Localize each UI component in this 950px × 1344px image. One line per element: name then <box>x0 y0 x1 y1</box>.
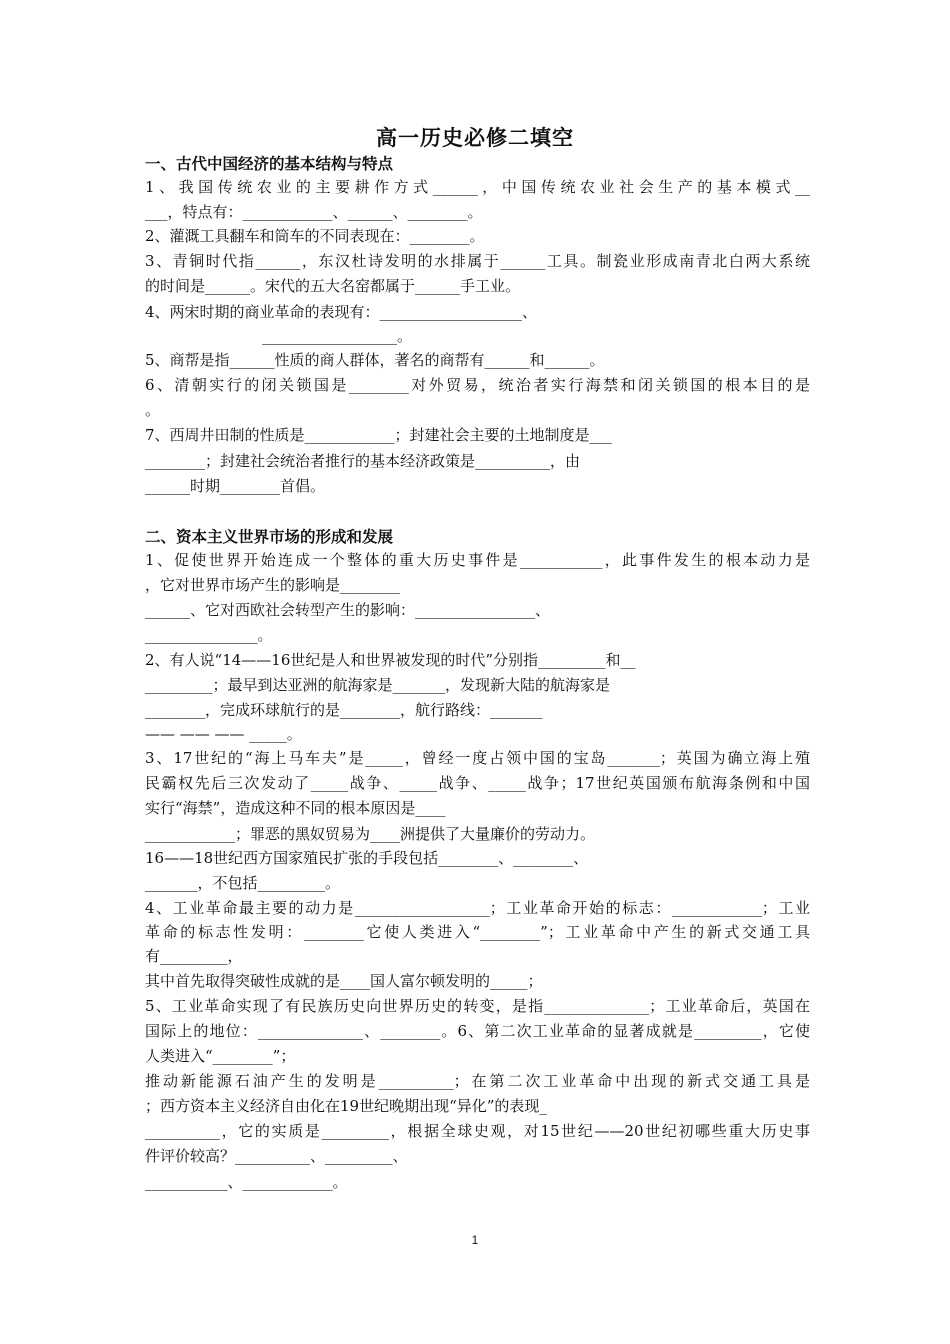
s1-line-8: 5、商帮是指______性质的商人群体，著名的商帮有______和______。 <box>145 351 605 369</box>
s2-line-4: _______________。 <box>145 626 273 644</box>
s2-line-19: 5、工业革命实现了有民族历史向世界历史的转变，是指______________；工业革命后，英国在 <box>145 997 810 1015</box>
page-number: 1 <box>471 1233 479 1247</box>
s2-line-3: ______、它对西欧社会转型产生的影响：________________、 <box>145 601 551 619</box>
s2-line-22: 推动新能源石油产生的发明是__________；在第二次工业革命中出现的新式交通工具是 <box>145 1072 810 1090</box>
s2-line-25: 件评价较高？__________、_________、 <box>145 1147 408 1165</box>
s1-line-5: 的时间是______。宋代的五大名窑都属于______手工业。 <box>145 277 521 295</box>
s2-line-17: 有_________， <box>145 947 243 965</box>
s2-line-9: 3、17世纪的“海上马车夫”是_____，曾经一度占领中国的宝岛_______；英国为确立海上殖 <box>145 749 810 767</box>
s1-line-2: ___，特点有：____________、______、________。 <box>145 203 483 221</box>
s2-line-8: —— —— —— _____。 <box>145 725 302 743</box>
s2-line-18: 其中首先取得突破性成就的是____国人富尔顿发明的_____； <box>145 972 543 990</box>
s2-line-1: 1、促使世界开始连成一个整体的重大历史事件是___________，此事件发生的根本动力是 <box>145 551 810 569</box>
s2-line-20: 国际上的地位：______________、________。6、第二次工业革命的显著成就是_________，它使 <box>145 1022 810 1040</box>
s2-line-14: _______，不包括_________。 <box>145 874 341 892</box>
s2-line-26: ___________、____________。 <box>145 1173 348 1191</box>
s1-line-13: ______时期________首倡。 <box>145 477 326 495</box>
s1-line-9: 6、清朝实行的闭关锁国是________对外贸易，统治者实行海禁和闭关锁国的根本目的是 <box>145 376 810 394</box>
s2-line-13: 16——18世纪西方国家殖民扩张的手段包括________、________、 <box>145 849 589 867</box>
s1-line-1: 1、我国传统农业的主要耕作方式______，中国传统农业社会生产的基本模式__ <box>145 178 810 196</box>
s2-line-12: ____________；罪恶的黑奴贸易为____洲提供了大量廉价的劳动力。 <box>145 825 596 843</box>
s2-line-23: ；西方资本主义经济自由化在19世纪晚期出现“异化”的表现_ <box>145 1097 547 1115</box>
s1-line-4: 3、青铜时代指______，东汉杜诗发明的水排属于______工具。制瓷业形成南青北白两大系统 <box>145 252 810 270</box>
s2-line-2: ，它对世界市场产生的影响是________ <box>145 576 401 594</box>
s1-line-12: ________；封建社会统治者推行的基本经济政策是__________，由 <box>145 452 581 470</box>
section1-heading: 一、古代中国经济的基本结构与特点 <box>145 154 394 173</box>
s1-line-3: 2、灌溉工具翻车和筒车的不同表现在：________。 <box>145 227 485 245</box>
s1-line-10: 。 <box>145 401 161 419</box>
s2-line-7: ________，完成环球航行的是________，航行路线：_______ <box>145 701 543 719</box>
s2-line-15: 4、工业革命最主要的动力是__________________；工业革命开始的标志：____________；工业 <box>145 899 810 917</box>
s1-line-6: 4、两宋时期的商业革命的表现有：___________________、 <box>145 303 538 321</box>
s2-line-10: 民霸权先后三次发动了_____战争、_____战争、_____战争；17世纪英国颁布航海条例和中国 <box>145 774 810 792</box>
section2-heading: 二、资本主义世界市场的形成和发展 <box>145 527 394 546</box>
s2-line-16: 革命的标志性发明：________它使人类进入“________”；工业革命中产生的新式交通工具 <box>145 923 810 941</box>
s1-line-11: 7、西周井田制的性质是____________；封建社会主要的土地制度是___ <box>145 426 613 444</box>
s2-line-11: 实行“海禁”，造成这种不同的根本原因是____ <box>145 799 446 817</box>
s2-line-5: 2、有人说“14——16世纪是人和世界被发现的时代”分别指_________和__ <box>145 651 636 669</box>
s2-line-21: 人类进入“________”； <box>145 1047 296 1065</box>
s1-line-7: __________________。 <box>262 327 413 345</box>
s2-line-6: _________；最早到达亚洲的航海家是_______，发现新大陆的航海家是 <box>145 676 611 694</box>
s2-line-24: __________，它的实质是_________，根据全球史观，对15世纪——20世纪初哪些重大历史事 <box>145 1122 810 1140</box>
document-title: 高一历史必修二填空 <box>376 125 574 150</box>
